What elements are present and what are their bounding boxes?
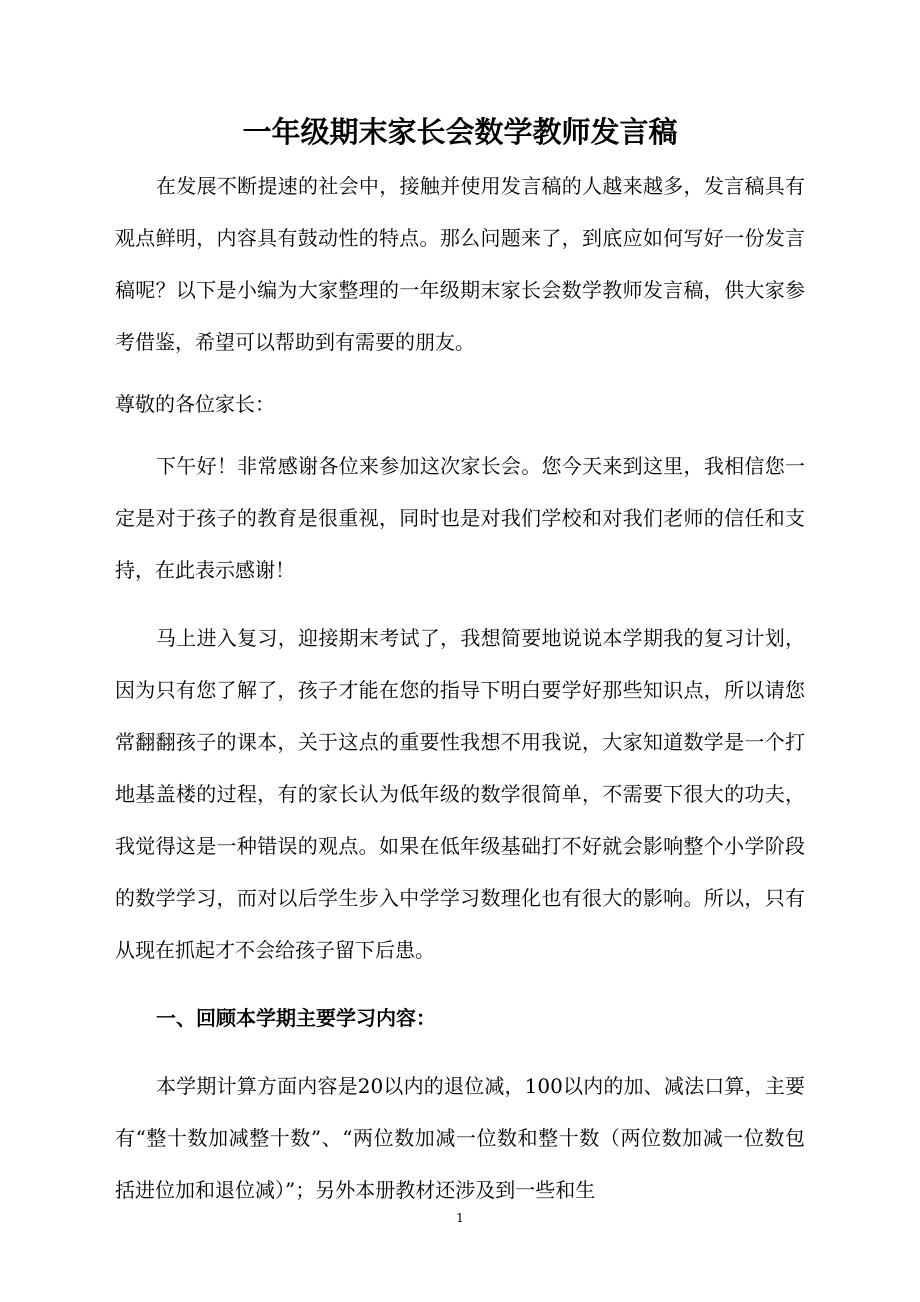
intro-paragraph: 在发展不断提速的社会中，接触并使用发言稿的人越来越多，发言稿具有观点鲜明，内容具有鼓动性的特点。那么问题来了，到底应如何写好一份发言稿呢？以下是小编为大家整理的一年级期末家长会数学教师发言稿，供大家参考借鉴，希望可以帮助到有需要的朋友。 (115, 174, 805, 354)
content-paragraph: 本学期计算方面内容是20以内的退位减，100以内的加、减法口算，主要有“整十数加减整十数”、“两位数加减一位数和整十数（两位数加减一位数包括进位加和退位减）”；另外本册教材还涉及到一些和生 (115, 1074, 805, 1202)
salutation: 尊敬的各位家长： (115, 392, 275, 416)
page-number: 1 (456, 1211, 464, 1225)
section-heading: 一、回顾本学期主要学习内容： (156, 1006, 436, 1030)
review-plan-paragraph: 马上进入复习，迎接期末考试了，我想简要地说说本学期我的复习计划，因为只有您了解了，孩子才能在您的指导下明白要学好那些知识点，所以请您常翻翻孩子的课本，关于这点的重要性我想不用我说，大家知道数学是一个打地基盖楼的过程，有的家长认为低年级的数学很简单，不需要下很大的功夫，我觉得这是一种错误的观点。如果在低年级基础打不好就会影响整个小学阶段的数学学习，而对以后学生步入中学学习数理化也有很大的影响。所以，只有从现在抓起才不会给孩子留下后患。 (115, 626, 805, 962)
document-body (115, 160, 805, 1216)
greeting-paragraph: 下午好！非常感谢各位来参加这次家长会。您今天来到这里，我相信您一定是对于孩子的教育是很重视，同时也是对我们学校和对我们老师的信任和支持，在此表示感谢！ (115, 454, 805, 582)
document-title: 一年级期末家长会数学教师发言稿 (242, 115, 678, 149)
